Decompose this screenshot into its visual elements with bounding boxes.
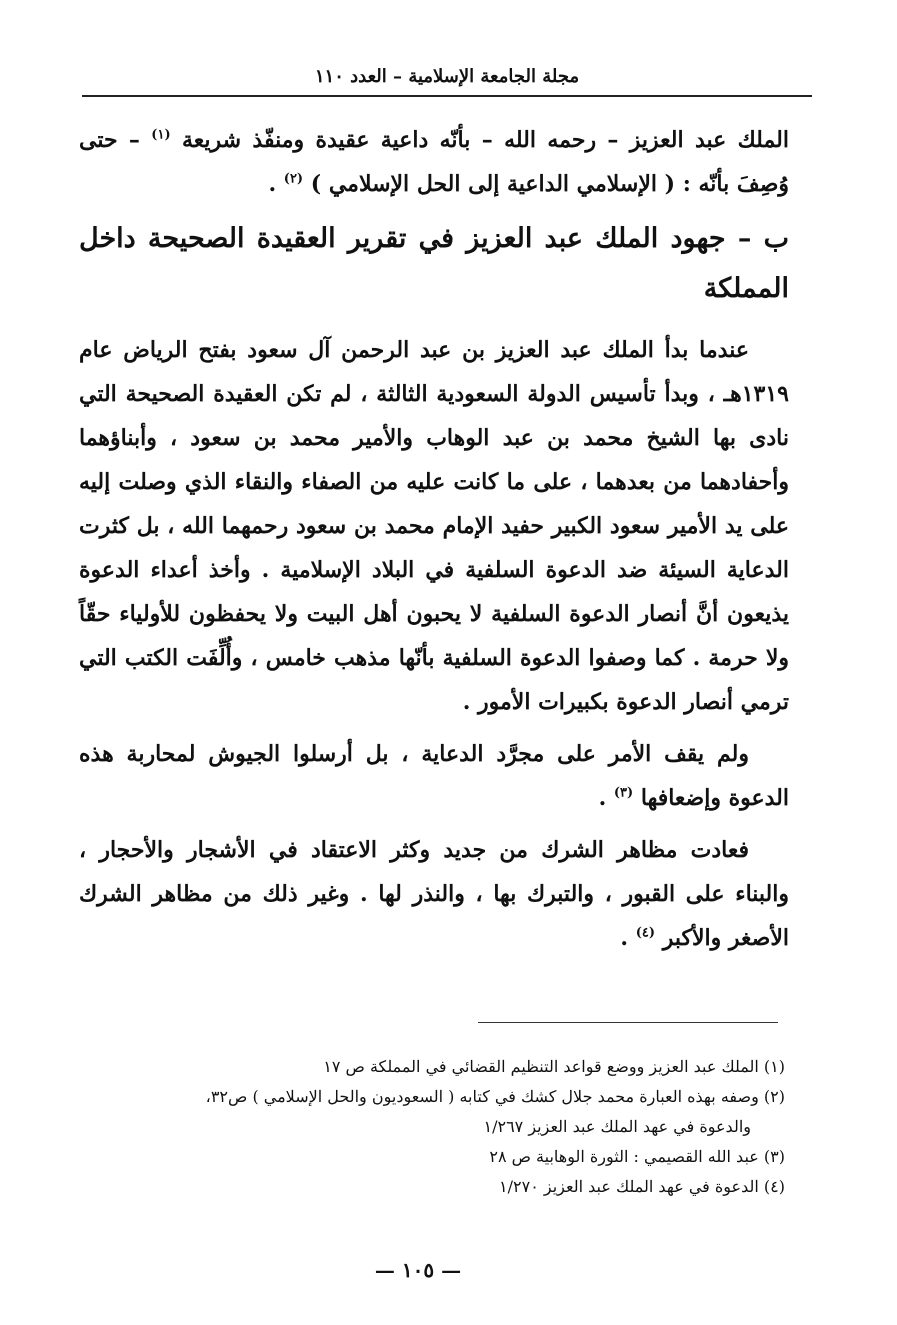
paragraph-3	[79, 732, 789, 820]
paragraph-4	[79, 828, 789, 960]
section-heading: ب – جهود الملك عبد العزيز في تقرير العقيدة الصحيحة داخل المملكة	[79, 223, 789, 304]
footnote-ref-2[interactable]: (٢)	[283, 171, 304, 187]
footnotes-list	[65, 1052, 785, 1202]
footnote-2-continuation: والدعوة في عهد الملك عبد العزيز ١/٢٦٧	[483, 1117, 751, 1136]
paragraph-4-text-a: فعادت مظاهر الشرك من جديد وكثر الاعتقاد في الأشجار والأحجار ، والبناء على القبور ، والتبرك بها ، والنذر لها . وغير ذلك من مظاهر الشرك الأصغر والأكبر	[79, 837, 789, 951]
paragraph-2: عندما بدأ الملك عبد العزيز بن عبد الرحمن آل سعود بفتح الرياض عام ١٣١٩هـ ، وبدأ تأسيس الدولة السعودية الثالثة ، لم تكن العقيدة الصحيحة التي نادى بها الشيخ محمد بن عبد الوهاب والأمير محمد بن سعود ، وأبناؤهما وأحفادهما من بعدهما ، على ما كانت عليه من الصفاء والنقاء الذي وصلت إليه على يد الأمير سعود الكبير حفيد الإمام محمد بن سعود رحمهما الله ، بل كثرت الدعاية السيئة ضد الدعوة السلفية في البلاد الإسلامية . وأخذ أعداء الدعوة يذيعون أنَّ أنصار الدعوة السلفية لا يحبون أهل البيت ولا يحفظون للأولياء حقّاً ولا حرمة . كما وصفوا الدعوة السلفية بأنّها مذهب خامس ، وأُلِّفَت الكتب التي ترمي أنصار الدعوة بكبيرات الأمور .	[79, 337, 789, 715]
footnote-ref-3[interactable]: (٣)	[613, 785, 634, 801]
paragraph-3-text-a: ولم يقف الأمر على مجرَّد الدعاية ، بل أرسلوا الجيوش لمحاربة هذه الدعوة وإضعافها	[79, 741, 789, 811]
footnote-1: (١) الملك عبد العزيز ووضع قواعد التنظيم القضائي في المملكة ص ١٧	[323, 1057, 785, 1076]
running-header: مجلة الجامعة الإسلامية – العدد ١١٠	[314, 66, 580, 87]
footnote-4: (٤) الدعوة في عهد الملك عبد العزيز ١/٢٧٠	[499, 1177, 785, 1196]
footnote-separator	[478, 1022, 778, 1023]
page-number: — ١٠٥ —	[374, 1258, 462, 1282]
footnote-ref-4[interactable]: (٤)	[635, 925, 656, 941]
paragraph-1	[79, 118, 789, 206]
footnote-ref-1[interactable]: (١)	[151, 127, 171, 143]
paragraph-1-text-c: .	[268, 171, 284, 197]
footnote-2: (٢) وصفه بهذه العبارة محمد جلال كشك في كتابه ( السعوديون والحل الإسلامي ) ص٣٢،	[205, 1087, 785, 1106]
body-text	[79, 118, 789, 968]
paragraph-3-text-b: .	[598, 785, 614, 811]
paragraph-1-text-b: – حتى وُصِفَ بأنّه : ( الإسلامي الداعية إلى الحل الإسلامي )	[79, 127, 789, 197]
footnote-3: (٣) عبد الله القصيمي : الثورة الوهابية ص ٢٨	[489, 1147, 785, 1166]
paragraph-4-text-b: .	[620, 925, 636, 951]
header-rule	[82, 95, 812, 97]
paragraph-1-text-a: الملك عبد العزيز – رحمه الله – بأنّه داعية عقيدة ومنفّذ شريعة	[181, 127, 789, 153]
